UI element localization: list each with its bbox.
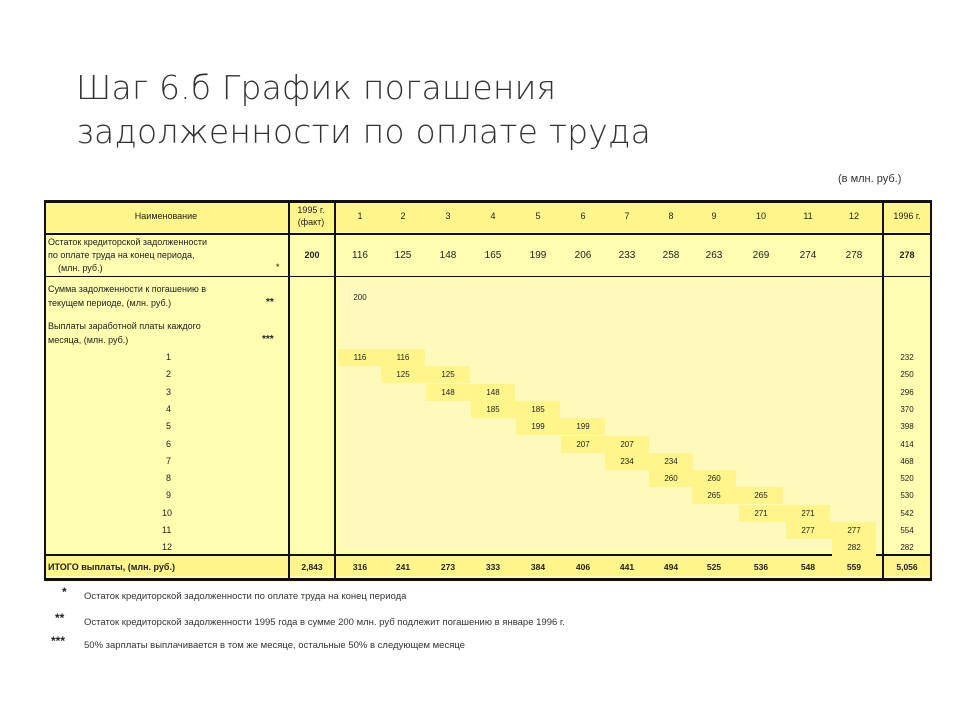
pay-row-number: 2: [166, 369, 172, 380]
pay-label-2: месяца, (млн. руб.): [48, 335, 129, 345]
header-month: 2: [400, 211, 406, 221]
balance-label-3: (млн. руб.): [58, 263, 103, 273]
col-divider-1995: [334, 200, 336, 581]
right-border: [930, 200, 932, 581]
left-border: [44, 200, 46, 581]
header-month: 12: [848, 211, 859, 221]
pay-total-1996: 414: [900, 439, 914, 449]
title-line-2: задолженности по оплате труда: [76, 112, 651, 151]
pay-row-number: 10: [162, 507, 173, 518]
balance-label-1: Остаток кредиторской задолженности: [48, 237, 207, 247]
total-value: 406: [575, 562, 591, 572]
header-month: 5: [535, 211, 541, 221]
header-month: 11: [803, 211, 813, 221]
balance-value: 116: [352, 250, 368, 261]
pay-total-1996: 468: [900, 456, 914, 466]
pay-total-1996: 370: [900, 404, 914, 414]
pay-value-a: 185: [486, 404, 500, 414]
pay-value-b: 265: [754, 491, 768, 501]
pay-value-b: 125: [441, 370, 455, 380]
header-month: 3: [445, 211, 451, 221]
header-month: 4: [490, 211, 496, 221]
pay-row-number: 11: [162, 525, 172, 535]
repayment-table: [44, 200, 932, 582]
units-label: (в млн. руб.): [838, 173, 902, 185]
footnote-mark: *: [62, 585, 67, 599]
balance-label-2: по оплате труда на конец периода,: [48, 250, 195, 260]
pay-value-b: 199: [576, 422, 590, 432]
total-1996: 5,056: [896, 562, 918, 572]
pay-total-1996: 554: [900, 526, 914, 535]
balance-value: 165: [484, 250, 502, 261]
header-1995: 1995 г.: [297, 205, 325, 215]
title-line-1: Шаг 6.б График погашения: [76, 68, 557, 107]
pay-value-b: 260: [707, 474, 721, 484]
pay-row-number: 12: [162, 542, 173, 553]
pay-value-b: 277: [847, 526, 861, 535]
total-value: 536: [753, 562, 769, 572]
pay-value-a: 148: [441, 387, 455, 397]
pay-value-a: 277: [801, 526, 815, 535]
pay-total-1996: 232: [900, 353, 914, 362]
pay-value-b: 116: [396, 353, 410, 362]
footnote-text: Остаток кредиторской задолженности 1995 года в сумме 200 млн. руб подлежит погашению в январе 1996 г.: [84, 617, 565, 628]
pay-total-1996: 542: [900, 508, 914, 518]
pay-value-a: 125: [396, 370, 410, 380]
header-month: 1: [357, 211, 363, 221]
footnote-mark: **: [55, 611, 65, 625]
header-month: 7: [624, 211, 630, 221]
footnote-text: 50% зарплаты выплачивается в том же месяце, остальные 50% в следующем месяце: [84, 640, 465, 651]
footnote-text: Остаток кредиторской задолженности по оплате труда на конец периода: [84, 591, 407, 602]
total-value: 494: [663, 562, 679, 572]
pay-value-a: 282: [847, 543, 861, 553]
sum-value: 200: [353, 293, 367, 302]
pay-value-a: 199: [531, 422, 545, 432]
balance-value: 269: [752, 250, 770, 261]
balance-value: 278: [845, 250, 863, 261]
pay-total-1996: 398: [900, 422, 914, 432]
pay-mark: ***: [262, 334, 274, 345]
header-month: 8: [668, 211, 674, 221]
balance-value: 148: [439, 250, 457, 261]
balance-mark: *: [276, 262, 280, 272]
top-border: [44, 200, 932, 203]
sum-label-2: текущем периоде, (млн. руб.): [48, 298, 172, 308]
balance-value: 258: [662, 250, 680, 261]
sum-mark: **: [266, 297, 274, 308]
pay-label-1: Выплаты заработной платы каждого: [48, 321, 201, 331]
total-value: 333: [485, 562, 501, 572]
header-name: Наименование: [134, 211, 198, 221]
pay-row-number: 4: [166, 403, 172, 414]
pay-row-number: 5: [166, 421, 172, 432]
header-month: 9: [711, 211, 717, 221]
total-value: 273: [440, 562, 456, 572]
pay-total-1996: 520: [900, 474, 914, 484]
pay-value-a: 260: [664, 474, 678, 484]
pay-value-b: 207: [620, 439, 634, 449]
balance-1995: 200: [304, 250, 320, 260]
balance-value: 125: [394, 250, 412, 261]
balance-divider: [44, 276, 932, 277]
pay-total-1996: 530: [900, 491, 914, 501]
total-value: 548: [800, 562, 816, 572]
pay-value-b: 185: [531, 404, 545, 414]
pay-value-b: 234: [664, 456, 678, 466]
pay-value-a: 265: [707, 491, 721, 501]
bottom-border: [44, 578, 932, 581]
pay-value-a: 207: [576, 439, 590, 449]
sum-label-1: Сумма задолженности к погашению в: [48, 284, 207, 294]
pay-row-number: 3: [166, 386, 172, 397]
balance-value: 206: [574, 250, 592, 261]
slide-title: [76, 66, 876, 154]
header-month: 10: [755, 211, 766, 221]
pay-row-number: 6: [166, 438, 172, 449]
total-label: ИТОГО выплаты, (млн. руб.): [48, 562, 175, 572]
header-fact: (факт): [297, 217, 325, 227]
balance-value: 263: [705, 250, 723, 261]
pay-value-b: 148: [486, 387, 500, 397]
header-1996: 1996 г.: [893, 211, 921, 221]
pay-value-a: 234: [620, 456, 634, 466]
total-top-line: [44, 554, 932, 556]
pay-total-1996: 296: [900, 387, 914, 397]
pay-value-a: 271: [754, 508, 768, 518]
total-value: 316: [352, 562, 368, 572]
footnote-mark: ***: [51, 634, 66, 648]
balance-1996: 278: [899, 250, 915, 260]
total-value: 384: [530, 562, 546, 572]
pay-row-number: 8: [166, 473, 172, 484]
pay-row-number: 9: [166, 490, 172, 501]
pay-row-number: 7: [166, 455, 172, 466]
pay-row-number: 1: [166, 352, 172, 362]
total-1995: 2,843: [301, 562, 323, 572]
header-divider: [44, 233, 932, 235]
pay-total-1996: 282: [900, 543, 914, 553]
balance-value: 274: [799, 250, 817, 261]
total-value: 525: [706, 562, 722, 572]
pay-value-b: 271: [801, 508, 815, 518]
total-value: 241: [395, 562, 411, 572]
total-value: 441: [619, 562, 635, 572]
header-month: 6: [580, 211, 586, 221]
balance-value: 199: [529, 250, 547, 261]
balance-value: 233: [618, 250, 636, 261]
pay-total-1996: 250: [900, 370, 914, 380]
pay-value-a: 116: [353, 353, 367, 362]
total-value: 559: [846, 562, 862, 572]
